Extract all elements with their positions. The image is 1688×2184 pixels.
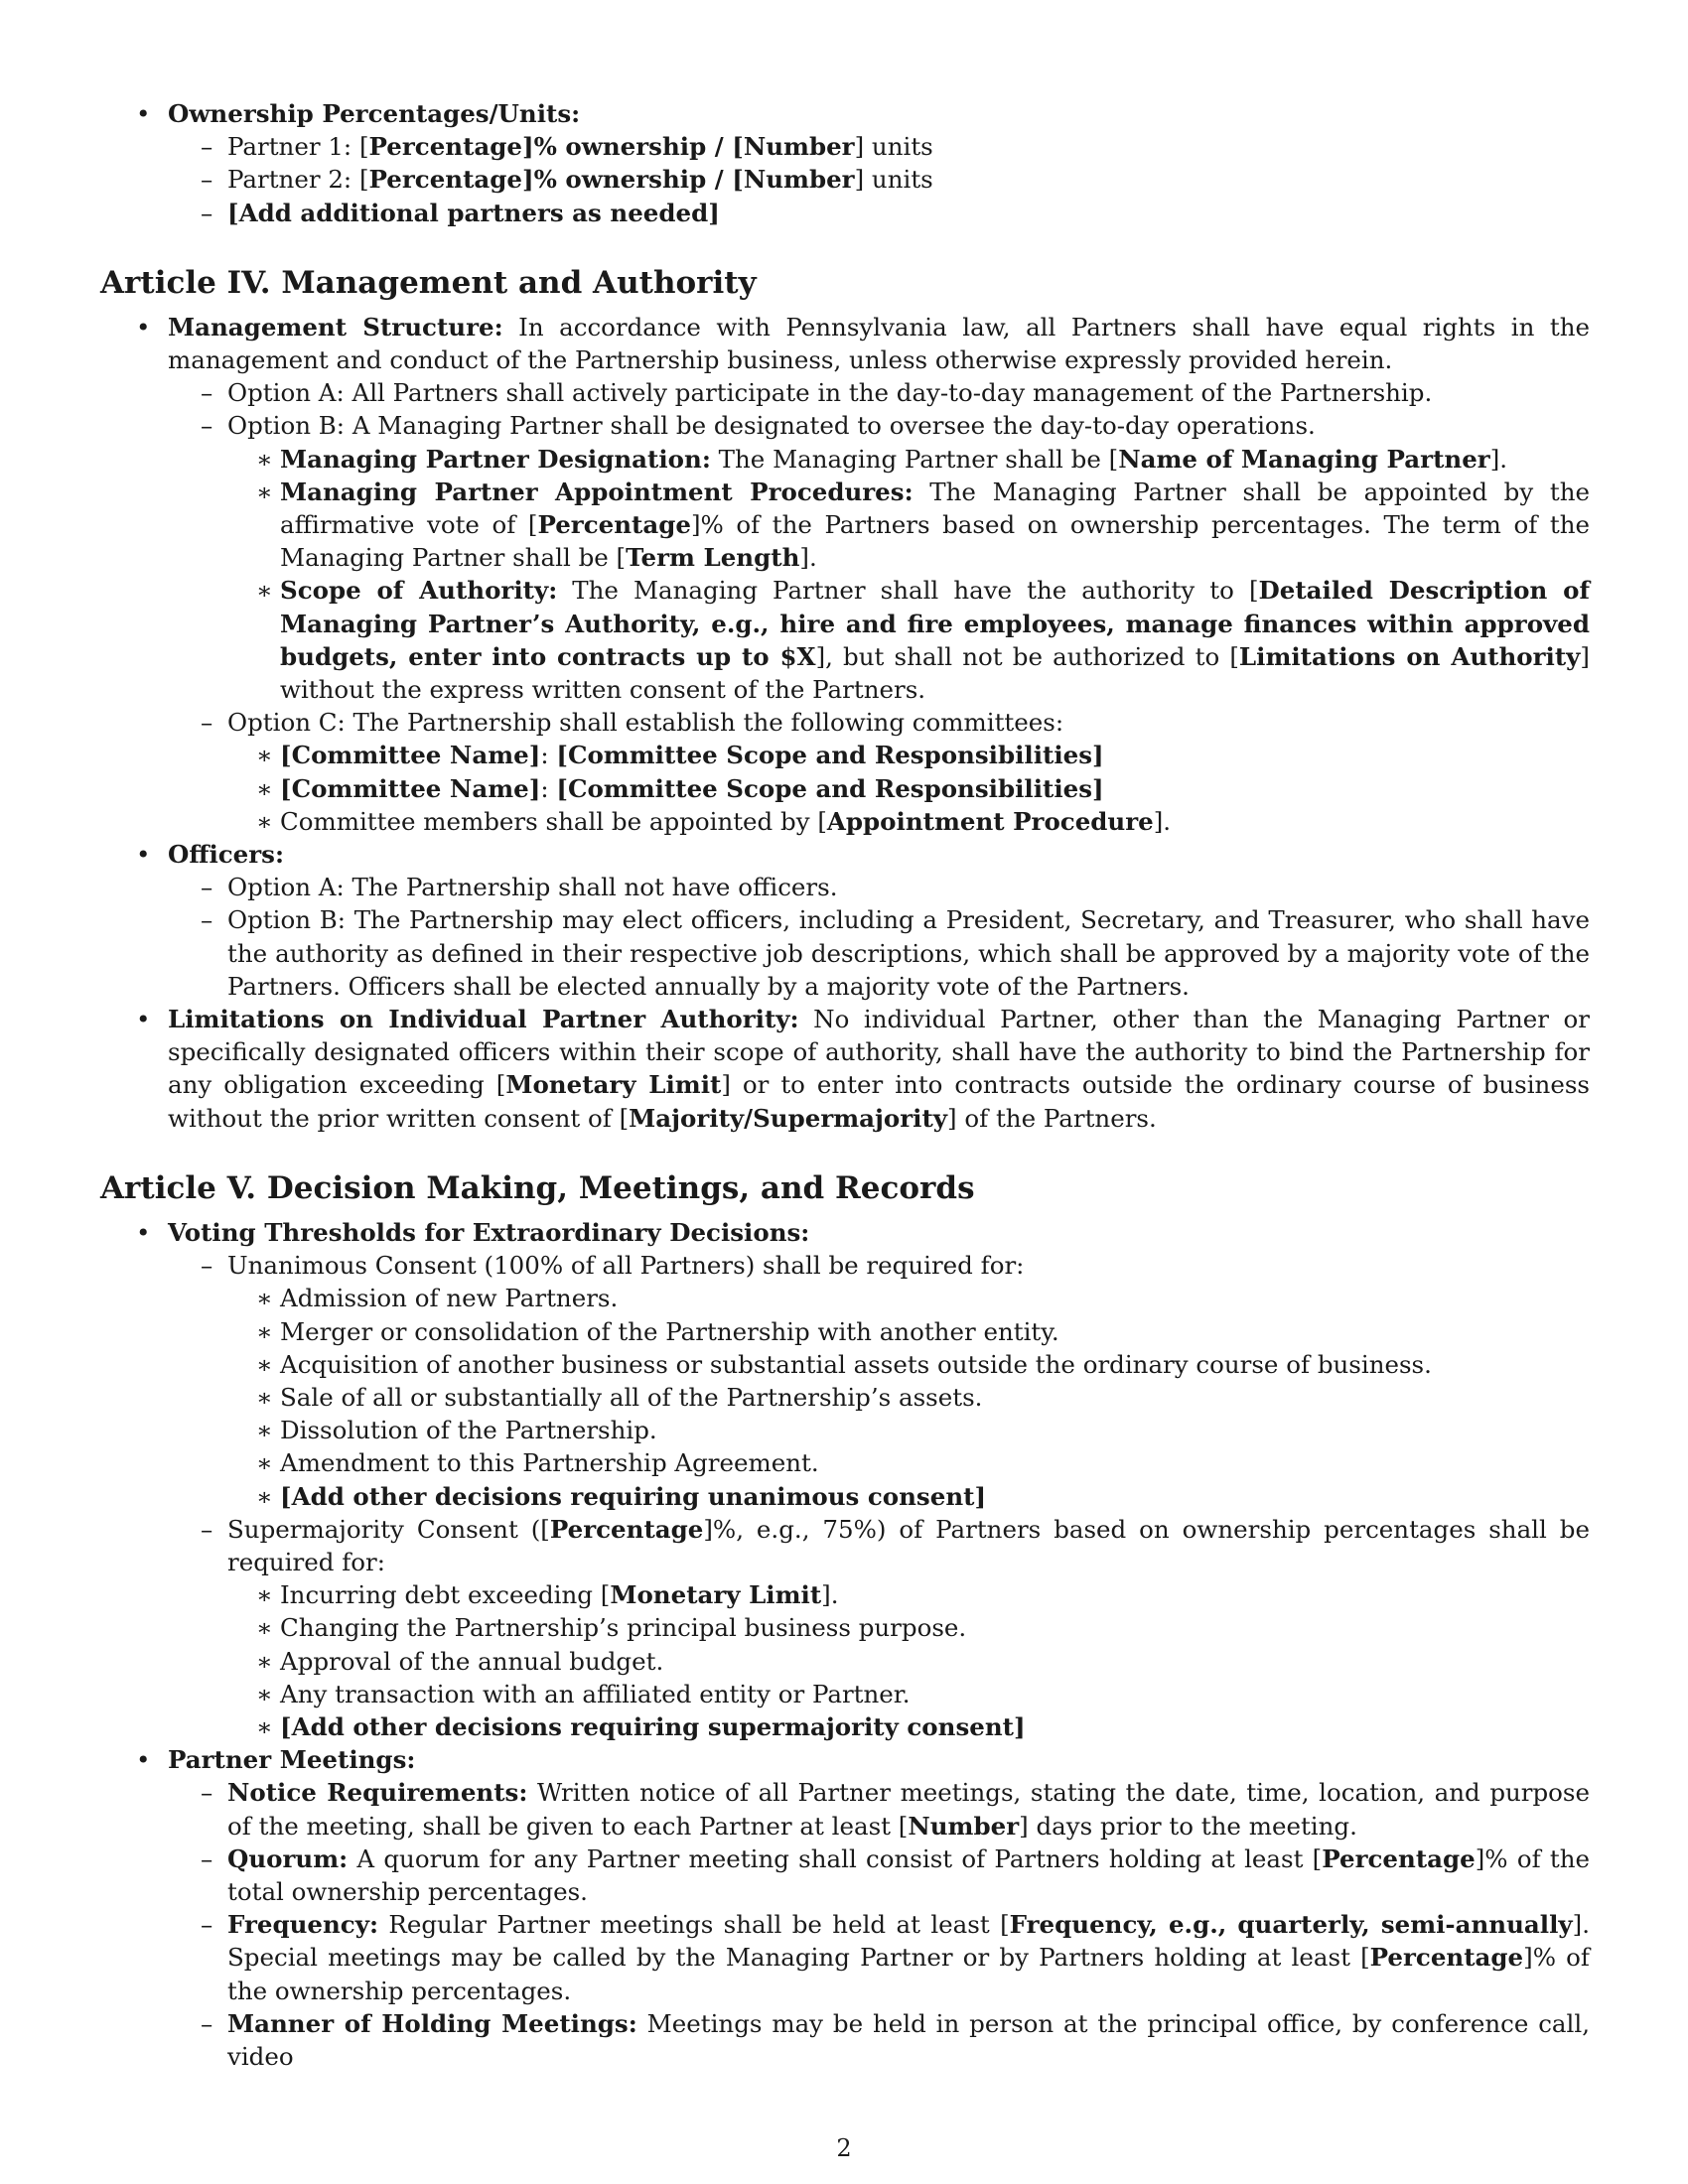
list-item: – Option A: All Partners shall actively participate in the day-to-day management of the Partnership.	[168, 376, 1590, 409]
list-item: ∗ Committee members shall be appointed by [Appointment Procedure].	[227, 805, 1590, 838]
article-4-list	[100, 311, 1590, 1135]
list-item: ∗ Any transaction with an affiliated entity or Partner.	[227, 1678, 1590, 1710]
article-4-heading: Article IV. Management and Authority	[100, 264, 757, 301]
list-item: – Option B: The Partnership may elect officers, including a President, Secretary, and Treasurer, who shall have the authority as defined in their respective job descriptions, which shall be approved by a majority vote of the Partners. Officers shall be elected annually by a majority vote of the Partners.	[168, 903, 1590, 1003]
list-item: – Supermajority Consent ([Percentage]%, e.g., 75%) of Partners based on ownership percentages shall be required for: ∗ Incurring debt exceeding [Monetary Limit]. ∗ Changing the Partnership’s principal business purpose. ∗ Approval of the annual budget. ∗ Any transaction with an affiliated entity or Partner. ∗ [Add other decisions requiring supermajority consent]	[168, 1513, 1590, 1743]
ownership-list	[100, 97, 1590, 229]
list-item: ∗ Sale of all or substantially all of the Partnership’s assets.	[227, 1381, 1590, 1414]
list-item: ∗ Scope of Authority: The Managing Partner shall have the authority to [Detailed Description of Managing Partner’s Authority, e.g., hire and fire employees, manage finances within approved budgets, enter into contracts up to $X], but shall not be authorized to [Limitations on Authority] without the express written consent of the Partners.	[227, 574, 1590, 706]
document-page	[100, 97, 1590, 2073]
list-item: ∗ Managing Partner Designation: The Managing Partner shall be [Name of Managing Partner].	[227, 443, 1590, 476]
list-item: • Limitations on Individual Partner Authority: No individual Partner, other than the Managing Partner or specifically designated officers within their scope of authority, shall have the authority to bind the Partnership for any obligation exceeding [Monetary Limit] or to enter into contracts outside the ordinary course of business without the prior written consent of [Majority/Supermajority] of the Partners.	[100, 1003, 1590, 1135]
list-item	[100, 97, 1590, 229]
list-item: ∗ [Add other decisions requiring supermajority consent]	[227, 1710, 1590, 1743]
list-item: • Management Structure: In accordance with Pennsylvania law, all Partners shall have equal rights in the management and conduct of the Partnership business, unless otherwise expressly provided herein. – Option A: All Partners shall actively participate in the day-to-day management of the Partnership. – Option B: A Managing Partner shall be designated to oversee the day-to-day operations. ∗ Managing Partner Designation: The Managing Partner shall be [Name of Managing Partner]. ∗ Managing Partner Appointment Procedures: The Managing Partner shall be appointed by the affirmative vote of [Percentage]% of the Partners based on ownership percentages. The term of the Managing Partner shall be [Term Length]. ∗ Scope of Authority: The Managing Partner shall have the authority to [Detailed Description of Managing Partner’s Authority, e.g., hire and fire employees, manage finances within approved budgets, enter into contracts up to $X], but shall not be authorized to [Limitations on Authority] without the express written consent of the Partners. – Option C: The Partnership shall establish the following committees: ∗ [Committee Name]: [Committee Scope and Responsibilities] ∗ [Committee Name]: [Committee Scope and Responsibilities] ∗ Committee members shall be appointed by [Appointment Procedure].	[100, 311, 1590, 838]
list-item: – Option A: The Partnership shall not have officers.	[168, 871, 1590, 903]
list-item: ∗ Incurring debt exceeding [Monetary Limit].	[227, 1578, 1590, 1611]
partner-2-line: – Partner 2: [Percentage]% ownership / [Number] units	[168, 163, 1590, 196]
article-5-heading: Article V. Decision Making, Meetings, and Records	[100, 1169, 975, 1206]
list-item: ∗ Dissolution of the Partnership.	[227, 1414, 1590, 1446]
ownership-heading: Ownership Percentages/Units:	[168, 99, 581, 128]
list-item: ∗ Changing the Partnership’s principal business purpose.	[227, 1611, 1590, 1644]
list-item: ∗ Amendment to this Partnership Agreement.	[227, 1446, 1590, 1479]
partner-1-line: – Partner 1: [Percentage]% ownership / [Number] units	[168, 130, 1590, 163]
page-number: 2	[836, 2134, 852, 2162]
list-item: ∗ [Committee Name]: [Committee Scope and Responsibilities]	[227, 739, 1590, 771]
list-item: – Quorum: A quorum for any Partner meeting shall consist of Partners holding at least [Percentage]% of the total ownership percentages.	[168, 1843, 1590, 1908]
list-item: – Option C: The Partnership shall establish the following committees: ∗ [Committee Name]: [Committee Scope and Responsibilities] ∗ [Committee Name]: [Committee Scope and Responsibilities] ∗ Committee members shall be appointed by [Appointment Procedure].	[168, 706, 1590, 838]
article-5-list	[100, 1216, 1590, 2073]
add-partners-line: – [Add additional partners as needed]	[168, 197, 1590, 229]
list-item: • Voting Thresholds for Extraordinary Decisions: – Unanimous Consent (100% of all Partners) shall be required for: ∗ Admission of new Partners. ∗ Merger or consolidation of the Partnership with another entity. ∗ Acquisition of another business or substantial assets outside the ordinary course of business. ∗ Sale of all or substantially all of the Partnership’s assets. ∗ Dissolution of the Partnership. ∗ Amendment to this Partnership Agreement. ∗ [Add other decisions requiring unanimous consent] – Supermajority Consent ([Percentage]%, e.g., 75%) of Partners based on ownership percentages shall be required for: ∗ Incurring debt exceeding [Monetary Limit]. ∗ Changing the Partnership’s principal business purpose. ∗ Approval of the annual budget. ∗ Any transaction with an affiliated entity or Partner. ∗ [Add other decisions requiring supermajority consent]	[100, 1216, 1590, 1743]
list-item: – Option B: A Managing Partner shall be designated to oversee the day-to-day operations. ∗ Managing Partner Designation: The Managing Partner shall be [Name of Managing Partner]. ∗ Managing Partner Appointment Procedures: The Managing Partner shall be appointed by the affirmative vote of [Percentage]% of the Partners based on ownership percentages. The term of the Managing Partner shall be [Term Length]. ∗ Scope of Authority: The Managing Partner shall have the authority to [Detailed Description of Managing Partner’s Authority, e.g., hire and fire employees, manage finances within approved budgets, enter into contracts up to $X], but shall not be authorized to [Limitations on Authority] without the express written consent of the Partners.	[168, 409, 1590, 706]
list-item: ∗ Acquisition of another business or substantial assets outside the ordinary course of business.	[227, 1348, 1590, 1381]
list-item: ∗ Managing Partner Appointment Procedures: The Managing Partner shall be appointed by the affirmative vote of [Percentage]% of the Partners based on ownership percentages. The term of the Managing Partner shall be [Term Length].	[227, 476, 1590, 575]
list-item: – Frequency: Regular Partner meetings shall be held at least [Frequency, e.g., quarterly, semi-annually]. Special meetings may be called by the Managing Partner or by Partners holding at least [Percentage]% of the ownership percentages.	[168, 1908, 1590, 2007]
list-item: ∗ [Add other decisions requiring unanimous consent]	[227, 1480, 1590, 1513]
list-item: – Notice Requirements: Written notice of all Partner meetings, stating the date, time, location, and purpose of the meeting, shall be given to each Partner at least [Number] days prior to the meeting.	[168, 1776, 1590, 1842]
list-item: ∗ Merger or consolidation of the Partnership with another entity.	[227, 1315, 1590, 1348]
list-item: – Manner of Holding Meetings: Meetings may be held in person at the principal office, by conference call, video	[168, 2007, 1590, 2073]
list-item: • Partner Meetings: – Notice Requirements: Written notice of all Partner meetings, stating the date, time, location, and purpose of the meeting, shall be given to each Partner at least [Number] days prior to the meeting. – Quorum: A quorum for any Partner meeting shall consist of Partners holding at least [Percentage]% of the total ownership percentages. – Frequency: Regular Partner meetings shall be held at least [Frequency, e.g., quarterly, semi-annually]. Special meetings may be called by the Managing Partner or by Partners holding at least [Percentage]% of the ownership percentages. – Manner of Holding Meetings: Meetings may be held in person at the principal office, by conference call, video	[100, 1743, 1590, 2073]
list-item: • Officers: – Option A: The Partnership shall not have officers. – Option B: The Partnership may elect officers, including a President, Secretary, and Treasurer, who shall have the authority as defined in their respective job descriptions, which shall be approved by a majority vote of the Partners. Officers shall be elected annually by a majority vote of the Partners.	[100, 838, 1590, 1003]
list-item: ∗ [Committee Name]: [Committee Scope and Responsibilities]	[227, 772, 1590, 805]
list-item: ∗ Admission of new Partners.	[227, 1282, 1590, 1314]
list-item: – Unanimous Consent (100% of all Partners) shall be required for: ∗ Admission of new Partners. ∗ Merger or consolidation of the Partnership with another entity. ∗ Acquisition of another business or substantial assets outside the ordinary course of business. ∗ Sale of all or substantially all of the Partnership’s assets. ∗ Dissolution of the Partnership. ∗ Amendment to this Partnership Agreement. ∗ [Add other decisions requiring unanimous consent]	[168, 1249, 1590, 1513]
list-item: ∗ Approval of the annual budget.	[227, 1645, 1590, 1678]
